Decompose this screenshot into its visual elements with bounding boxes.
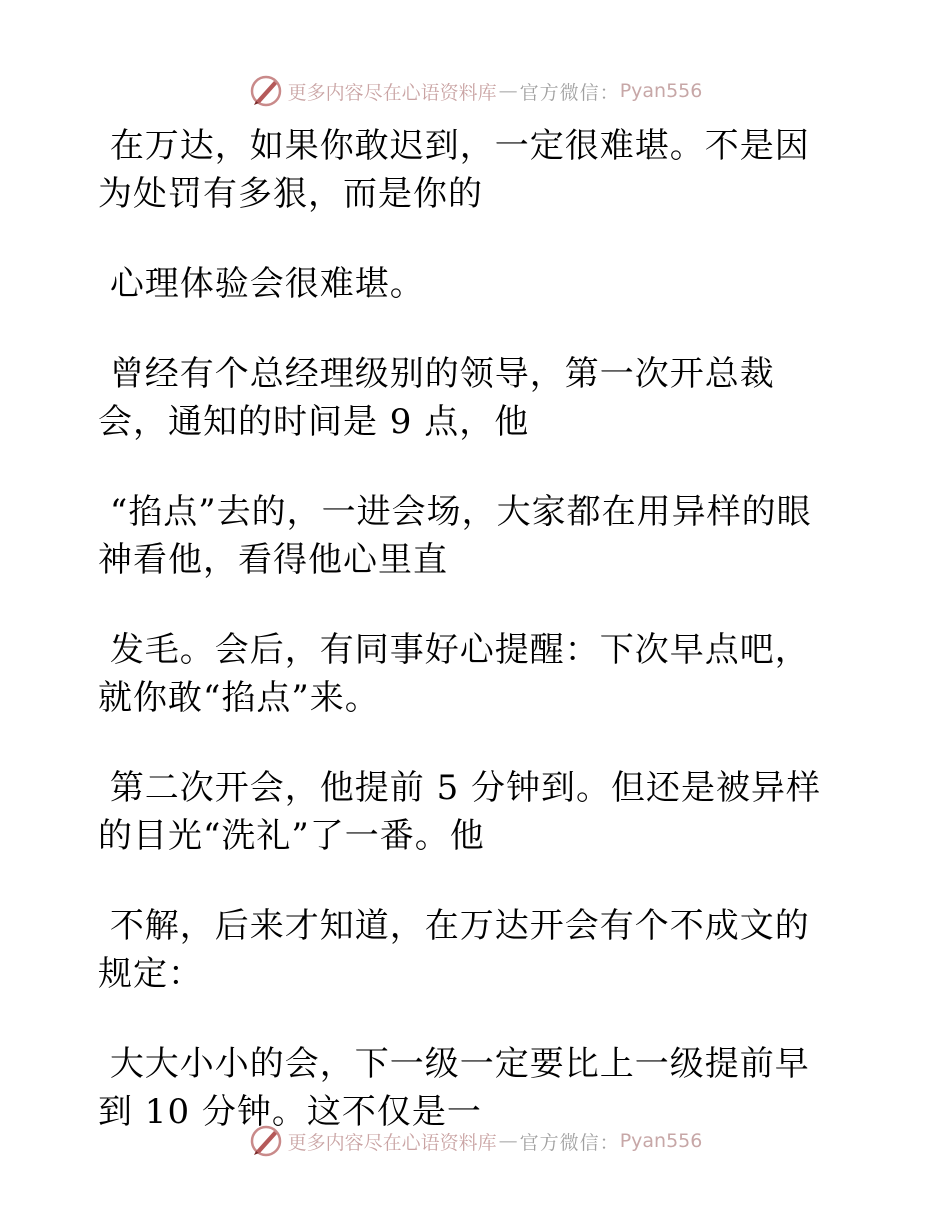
watermark-site-text: 更多内容尽在心语资料库: [287, 81, 497, 104]
footer-watermark: [0, 1121, 950, 1161]
quill-pen-icon: [248, 1123, 284, 1159]
watermark-wechat-label: 官方微信：: [519, 81, 620, 104]
quill-pen-icon: [248, 73, 284, 109]
paragraph: 不解，后来才知道，在万达开会有个不成文的规定：: [98, 906, 810, 994]
paragraph: 在万达，如果你敢迟到，一定很难堪。不是因为处罚有多狠，而是你的: [98, 126, 810, 214]
paragraph: 心理体验会很难堪。: [98, 264, 425, 304]
watermark-site-text: 更多内容尽在心语资料库: [287, 1131, 497, 1154]
watermark-wechat-label: 官方微信：: [519, 1131, 620, 1154]
header-watermark: [0, 71, 950, 111]
paragraph: 曾经有个总经理级别的领导，第一次开总裁会，通知的时间是 9 点，他: [98, 354, 775, 442]
watermark-separator: —: [498, 80, 518, 102]
paragraph: 大大小小的会，下一级一定要比上一级提前早到 10 分钟。这不仅是一: [98, 1044, 810, 1132]
paragraph: “掐点”去的，一进会场，大家都在用异样的眼神看他，看得他心里直: [98, 492, 812, 580]
paragraph: 第二次开会，他提前 5 分钟到。但还是被异样的目光“洗礼”了一番。他: [98, 768, 822, 856]
document-body: [98, 122, 833, 1178]
watermark-wechat-id: Pyan556: [619, 1130, 703, 1152]
watermark-wechat-id: Pyan556: [619, 80, 703, 102]
watermark-separator: —: [498, 1130, 518, 1152]
paragraph: 发毛。会后，有同事好心提醒：下次早点吧，就你敢“掐点”来。: [98, 630, 810, 718]
